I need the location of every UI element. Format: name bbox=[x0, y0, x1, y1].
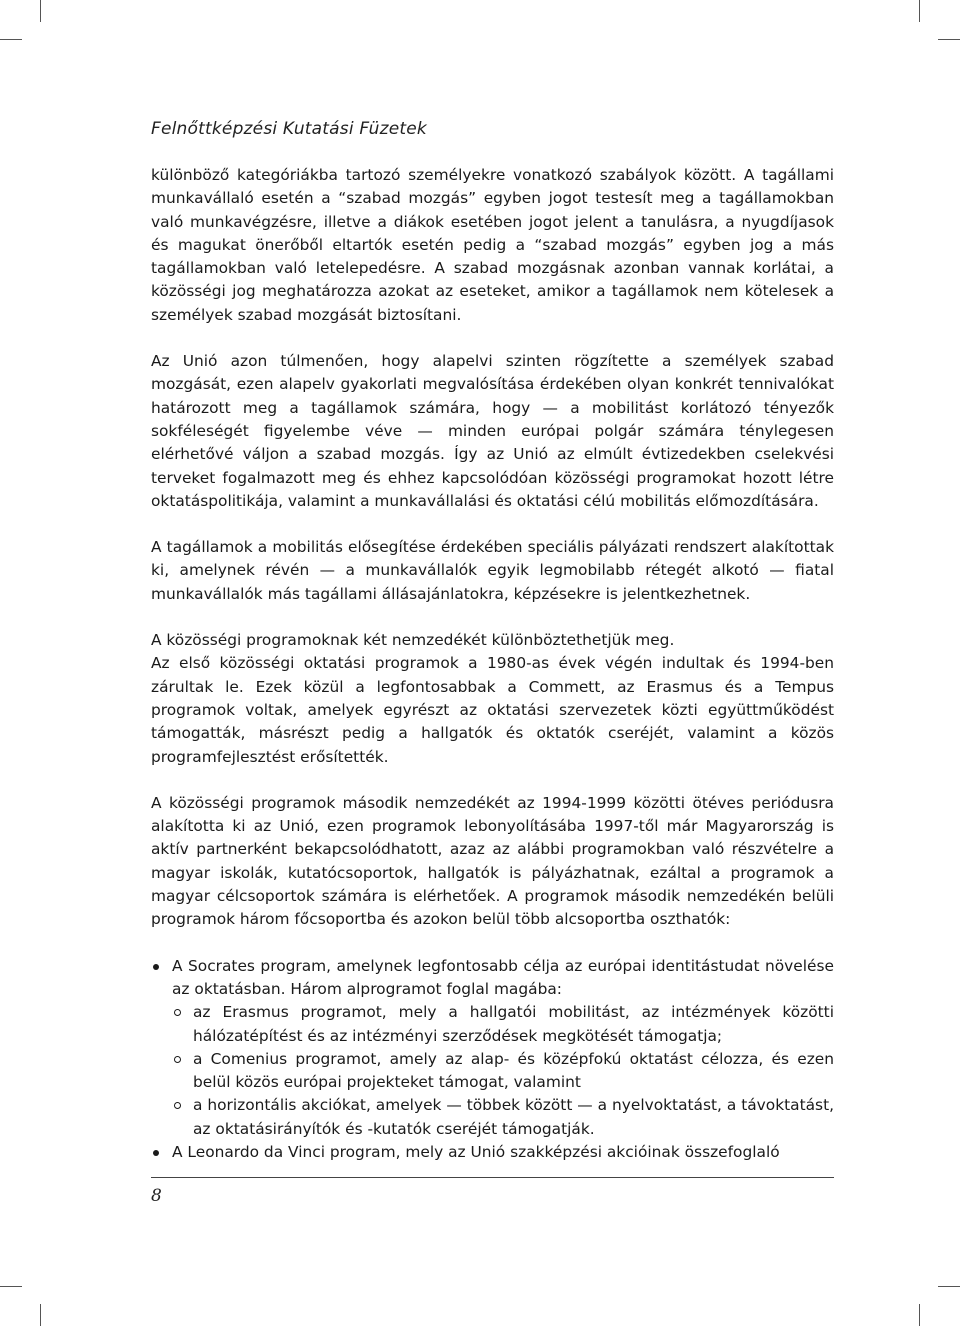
footer-divider bbox=[151, 1177, 834, 1178]
bullet-text: A Socrates program, amelynek legfontosabb célja az európai identitástudat növelése az oktatásban. Három alprogramot foglal magába: bbox=[172, 956, 834, 998]
bullet-list bbox=[151, 955, 834, 1165]
paragraph: Az Unió azon túlmenően, hogy alapelvi szinten rögzítette a személyek szabad mozgását, ezen alapelv gyakorlati megvalósítása érdekében olyan konkrét tennivalókat határozott meg a tagállamok számára, hogy — a mobilitást korlátozó tényezők sokféleségét figyelembe véve — minden európai polgár számára ténylegesen elérhetővé váljon a szabad mozgás. Így az Unió az elmúlt évtizedekben cselekvési terveket fogalmazott meg és ehhez kapcsolódóan közösségi programokat hozott létre oktatáspolitikája, valamint a munkavállalási és oktatási célú mobilitás előmozdítására. bbox=[151, 352, 834, 510]
circle-bullet-icon bbox=[174, 1102, 181, 1109]
crop-mark bbox=[938, 39, 960, 40]
bullet-text: A Leonardo da Vinci program, mely az Unió szakképzési akcióinak összefoglaló bbox=[172, 1142, 780, 1161]
running-title: Felnőttképzési Kutatási Füzetek bbox=[151, 119, 427, 139]
crop-mark bbox=[40, 0, 41, 22]
bullet-dot-icon bbox=[153, 964, 159, 970]
paragraph: A tagállamok a mobilitás elősegítése érdekében speciális pályázati rendszert alakítottak ki, amelynek révén — a munkavállalók egyik legmobilabb rétegét alkotó — fiatal munkavállalók más tagállami állásajánlatokra, képzésekre is jelentkezhetnek. bbox=[151, 538, 834, 603]
paragraph: A közösségi programoknak két nemzedékét különböztethetjük meg. bbox=[151, 631, 675, 650]
sub-list bbox=[172, 1001, 834, 1141]
sub-item bbox=[172, 1001, 834, 1048]
bullet-dot-icon bbox=[153, 1150, 159, 1156]
bullet-item bbox=[151, 1141, 834, 1164]
paragraph: Az első közösségi oktatási programok a 1980-as évek végén indultak és 1994-ben zárultak le. Ezek közül a legfontosabbak a Commett, az Erasmus és a Tempus programok voltak, amelyek egyrészt az oktatási szervezetek közti együttműködést támogatták, másrészt pedig a hallgatók és oktatók cseréjét, valamint a közös programfejlesztést erősítették. bbox=[151, 654, 834, 766]
crop-mark bbox=[919, 1304, 920, 1326]
sub-item-text: az Erasmus programot, mely a hallgatói mobilitást, az intézmények közötti hálózatépítést és az intézményi szerződések megkötését támogatja; bbox=[193, 1003, 834, 1045]
sub-item-text: a Comenius programot, amely az alap- és középfokú oktatást célozza, és ezen belül közös európai projekteket támogat, valamint bbox=[193, 1049, 834, 1092]
sub-item-text: a horizontális akciókat, amelyek — többek között — a nyelvoktatást, a távoktatást, az oktatásirányítók és -kutatók cseréjét támogatják. bbox=[193, 1096, 834, 1138]
bullet-item bbox=[151, 955, 834, 1141]
sub-item bbox=[172, 1094, 834, 1141]
crop-mark bbox=[0, 39, 22, 40]
crop-mark bbox=[919, 0, 920, 22]
crop-mark bbox=[0, 1286, 22, 1287]
body-text bbox=[151, 164, 834, 1164]
page-number: 8 bbox=[151, 1186, 162, 1206]
crop-mark bbox=[40, 1304, 41, 1326]
paragraph: A közösségi programok második nemzedékét az 1994-1999 közötti ötéves periódusra alakította ki az Unió, ezen programok lebonyolításába 1997-től már Magyarország is aktív partnerként bekapcsolódhatott, azaz az alábbi programokban való részvételre a magyar iskolák, kutatócsoportok, hallgatók is pályázhatnak, ezáltal a programok a magyar célcsoportok számára is elérhetőek. A programok második nemzedékén belüli programok három főcsoportba és azokon belül több alcsoportba oszthatók: bbox=[151, 793, 834, 929]
crop-mark bbox=[938, 1286, 960, 1287]
circle-bullet-icon bbox=[174, 1009, 181, 1016]
paragraph: különböző kategóriákba tartozó személyekre vonatkozó szabályok között. A tagállami munkavállaló esetén a “szabad mozgás” egyben jogot testesít meg a tagállamokban való munkavégzésre, illetve a diákok esetében jogot jelent a tanulásra, a nyugdíjasok és magukat önerőből eltartók esetén pedig a “szabad mozgás” egyben jog a más tagállamokban való letelepedésre. A szabad mozgásnak azonban vannak korlátai, a közösségi jog meghatározza azokat az eseteket, amikor a tagállamok nem kötelesek a személyek szabad mozgását biztosítani. bbox=[151, 166, 834, 324]
circle-bullet-icon bbox=[174, 1056, 181, 1063]
sub-item bbox=[172, 1048, 834, 1095]
